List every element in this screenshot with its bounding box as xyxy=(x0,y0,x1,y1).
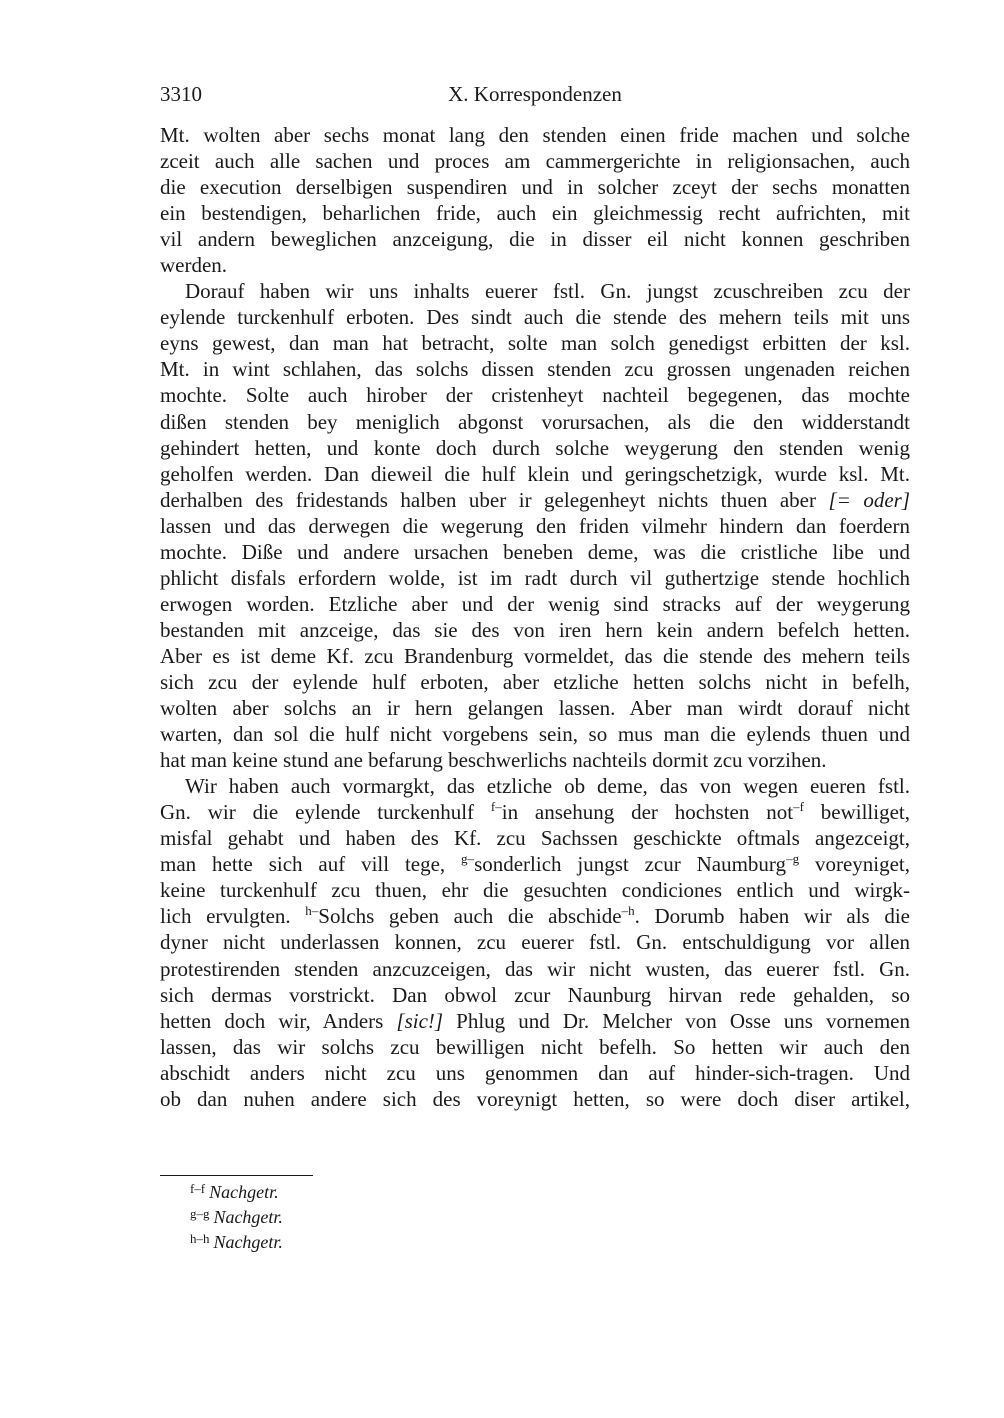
text-run: Aber es ist deme Kf. zcu Brandenburg vormeldet, das die stende des mehern teils xyxy=(160,643,910,668)
footnote-marker: –h xyxy=(621,903,635,919)
text-line xyxy=(160,903,910,929)
text-run: protestirenden stenden anzcuzceigen, das wir nicht wusten, das euerer fstl. Gn. xyxy=(160,956,910,981)
text-line xyxy=(160,278,910,304)
text-line xyxy=(160,1060,910,1086)
footnote-marker: f– xyxy=(490,799,502,815)
letter-body-text xyxy=(160,122,910,1112)
text-line xyxy=(160,174,910,200)
text-line xyxy=(160,252,910,278)
text-run: dyner nicht underlassen konnen, zcu euerer fstl. Gn. entschuldigung vor allen xyxy=(160,930,910,955)
text-run: wolten aber solchs an ir hern gelangen lassen. Aber man wirdt dorauf nicht xyxy=(160,696,910,721)
text-run: bewilliget, xyxy=(803,800,910,825)
running-title: X. Korrespondenzen xyxy=(448,82,622,106)
text-run: hetten doch wir, Anders xyxy=(160,1008,397,1033)
text-line xyxy=(160,435,910,461)
text-run: sich dermas vorstrickt. Dan obwol zcur Naunburg hirvan rede gehalden, so xyxy=(160,982,910,1007)
footnote xyxy=(190,1230,590,1255)
editorial-note: [sic!] xyxy=(396,1008,444,1033)
footnote-marker: –f xyxy=(793,799,804,815)
running-header xyxy=(160,80,910,108)
footnote-marker: h– xyxy=(305,903,319,919)
text-run: warten, dan sol die hulf nicht vorgebens sein, so mus man die eylends thuen und xyxy=(160,722,910,747)
text-run: misfal gehabt und haben des Kf. zcu Sachssen geschickte oftmals angezceigt, xyxy=(160,826,910,851)
footnote-label: f–f xyxy=(190,1181,206,1197)
text-line xyxy=(160,1034,910,1060)
text-line xyxy=(160,1086,910,1112)
text-run: dißen stenden bey meniglich abgonst vorursachen, als die den widderstandt xyxy=(160,409,910,434)
text-run: Phlug und Dr. Melcher von Osse uns vornemen xyxy=(443,1008,910,1033)
text-line xyxy=(160,148,910,174)
text-run: vil andern beweglichen anzceigung, die in disser eil nicht konnen geschriben xyxy=(160,227,910,252)
text-run: in ansehung der hochsten not xyxy=(501,800,794,825)
text-run: phlicht disfals erfordern wolde, ist im radt durch vil guthertzige stende hochlich xyxy=(160,565,910,590)
text-run: Mt. in wint schlahen, das solchs dissen stenden zcu grossen ungenaden reichen xyxy=(160,357,910,382)
text-line xyxy=(160,747,910,773)
footnote-label: h–h xyxy=(190,1231,210,1247)
text-line xyxy=(160,539,910,565)
text-run: Dorauf haben wir uns inhalts euerer fstl. Gn. jungst zcuschreiben zcu der xyxy=(185,279,910,304)
text-run: keine turckenhulf zcu thuen, ehr die gesuchten condiciones entlich und wirgk- xyxy=(160,878,910,903)
text-line xyxy=(160,304,910,330)
text-line xyxy=(160,226,910,252)
text-line xyxy=(160,825,910,851)
footnote-text: Nachgetr. xyxy=(213,1207,283,1227)
text-run: ob dan nuhen andere sich des voreynigt hetten, so were doch diser artikel, xyxy=(160,1086,910,1111)
text-line xyxy=(160,330,910,356)
text-run: lich ervulgten. xyxy=(160,904,306,929)
text-line xyxy=(160,591,910,617)
text-run: Gn. wir die eylende turckenhulf xyxy=(160,800,491,825)
text-run: mochte. Solte auch hirober der cristenheyt nachteil begegenen, das mochte xyxy=(160,383,910,408)
text-line xyxy=(160,617,910,643)
text-run: abschidt anders nicht zcu uns genommen dan auf hinder-sich-tragen. Und xyxy=(160,1060,910,1085)
text-run: Wir haben auch vormargkt, das etzliche ob deme, das von wegen eueren fstl. xyxy=(185,774,910,799)
text-run: eyns gewest, dan man hat betracht, solte man solch genedigst erbitten der ksl. xyxy=(160,331,910,356)
text-run: die execution derselbigen suspendiren und in solcher zceyt der sechs monatten xyxy=(160,175,910,200)
footnote-text: Nachgetr. xyxy=(213,1232,283,1252)
text-run: geholfen werden. Dan dieweil die hulf klein und geringschetzigk, wurde ksl. Mt. xyxy=(160,461,910,486)
text-run: Solchs geben auch die abschide xyxy=(318,904,622,929)
text-line xyxy=(160,799,910,825)
text-run: gehindert hetten, und konte doch durch solche weygerung den stenden wenig xyxy=(160,435,910,460)
footnote-apparatus xyxy=(190,1180,590,1255)
footnote-marker: g– xyxy=(461,851,475,867)
text-line xyxy=(160,200,910,226)
text-run: ein bestendigen, beharlichen fride, auch ein gleichmessig recht aufrichten, mit xyxy=(160,201,910,226)
editorial-note: [= oder] xyxy=(828,487,910,512)
text-line xyxy=(160,487,910,513)
text-run: zceit auch alle sachen und proces am cammergerichte in religionsachen, auch xyxy=(160,149,910,174)
text-line xyxy=(160,721,910,747)
text-line xyxy=(160,877,910,903)
text-run: lassen, das wir solchs zcu bewilligen nicht befelh. So hetten wir auch den xyxy=(160,1034,910,1059)
text-run: voreyniget, xyxy=(799,852,910,877)
text-run: lassen und das derwegen die wegerung den friden vilmehr hindern dan foerdern xyxy=(160,513,910,538)
text-line xyxy=(160,1008,910,1034)
footnote-marker: –g xyxy=(786,851,800,867)
text-run: erwogen worden. Etzliche aber und der wenig sind stracks auf der weygerung xyxy=(160,591,910,616)
text-run: hat man keine stund ane befarung beschwerlichs nachteils dormit zcu vorzihen. xyxy=(160,748,827,773)
footnote xyxy=(190,1180,590,1205)
footnote-label: g–g xyxy=(190,1206,210,1222)
text-line xyxy=(160,956,910,982)
text-line xyxy=(160,409,910,435)
text-line xyxy=(160,695,910,721)
text-line xyxy=(160,356,910,382)
text-line xyxy=(160,565,910,591)
text-run: . Dorumb haben wir als die xyxy=(634,904,910,929)
text-line xyxy=(160,669,910,695)
footnote xyxy=(190,1205,590,1230)
text-run: man hette sich auf vill tege, xyxy=(160,852,462,877)
text-run: mochte. Diße und andere ursachen beneben deme, was die cristliche libe und xyxy=(160,539,910,564)
text-run: eylende turckenhulf erboten. Des sindt auch die stende des mehern teils mit uns xyxy=(160,305,910,330)
text-line xyxy=(160,382,910,408)
text-line xyxy=(160,122,910,148)
text-run: bestanden mit anzceige, das sie des von iren hern kein andern befelch hetten. xyxy=(160,617,910,642)
footnote-text: Nachgetr. xyxy=(209,1182,279,1202)
text-line xyxy=(160,773,910,799)
footnote-separator xyxy=(160,1175,313,1176)
text-run: derhalben des fridestands halben uber ir gelegenheyt nichts thuen aber xyxy=(160,487,829,512)
text-line xyxy=(160,851,910,877)
text-run: sich zcu der eylende hulf erboten, aber etzliche hetten solchs nicht in befelh, xyxy=(160,669,910,694)
text-run: werden. xyxy=(160,253,228,278)
text-run: sonderlich jungst zcur Naumburg xyxy=(474,852,787,877)
text-run: Mt. wolten aber sechs monat lang den stenden einen fride machen und solche xyxy=(160,123,910,147)
text-line xyxy=(160,461,910,487)
text-line xyxy=(160,513,910,539)
page-number: 3310 xyxy=(160,82,202,106)
text-line xyxy=(160,982,910,1008)
text-line xyxy=(160,643,910,669)
text-line xyxy=(160,929,910,955)
